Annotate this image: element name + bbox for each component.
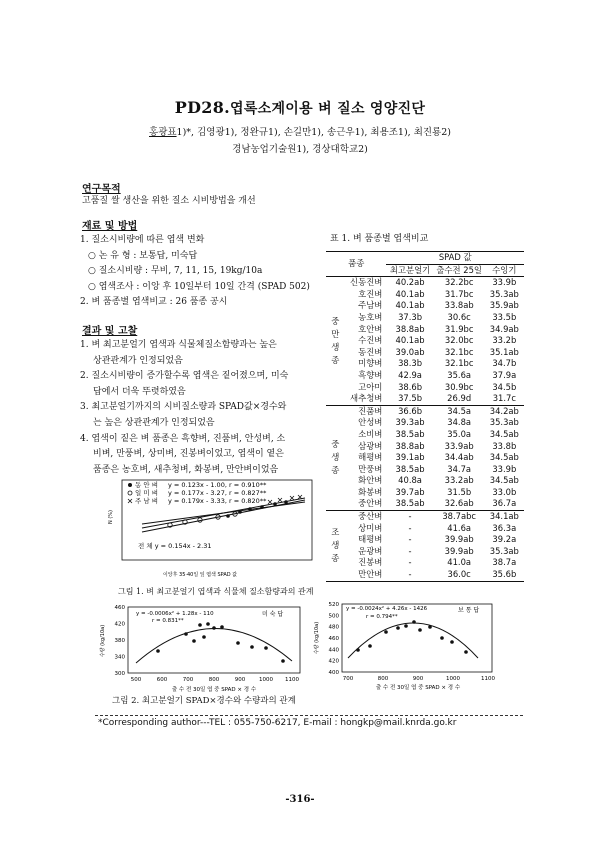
- spad-value: -: [408, 557, 412, 568]
- spad-value: 33.0b: [492, 486, 517, 497]
- fig1-point: [260, 505, 264, 509]
- result-item-4: [80, 432, 325, 479]
- spad-value: 33.9b: [492, 277, 517, 288]
- tick-label: 600: [156, 677, 168, 683]
- first-author: 홍광표: [149, 127, 177, 138]
- purpose-heading: 연구목적: [82, 184, 121, 195]
- spad-value: 38.3b: [398, 358, 423, 369]
- tick-label: 420: [114, 621, 125, 628]
- fig1-line-3: [142, 502, 305, 524]
- maturity-group: 조생종: [331, 527, 340, 564]
- fig1-legend-3-eq: y = 0.179x - 3.33, r = 0.820**: [168, 497, 267, 505]
- variety-name: 동진벼: [358, 346, 383, 357]
- variety-name: 화안벼: [358, 475, 383, 486]
- table-row: [326, 382, 524, 394]
- table-row: [326, 312, 524, 324]
- spad-value: 38.8ab: [395, 440, 425, 451]
- spad-value: 38.5ab: [395, 428, 425, 439]
- tick-label: 340: [114, 654, 125, 661]
- tick-label: 1000: [446, 676, 460, 682]
- variety-name: 미향벼: [358, 358, 383, 369]
- spad-value: 31.7c: [492, 393, 516, 404]
- fig1-legend-marker-2: [128, 491, 132, 495]
- spad-value: 38.6b: [398, 381, 423, 392]
- spad-value: 38.5ab: [395, 498, 425, 509]
- result-line: 는 높은 상관관계가 인정되었음: [93, 417, 215, 428]
- fig2l-eq: y = -0.0006x² + 1.28x - 110: [136, 611, 214, 617]
- header-25days: 출수전 25일: [436, 264, 482, 275]
- methods-item: ○ 질소시비량 : 무비, 7, 11, 15, 19kg/10a: [88, 266, 263, 277]
- fig1-point: [298, 495, 302, 499]
- spad-value: 35.0a: [447, 428, 472, 439]
- variety-name: 진품벼: [358, 405, 383, 416]
- corresponding-author: *Corresponding author---TEL : 055-750-6217, E-mail : hongkp@mail.knrda.go.kr: [98, 718, 457, 728]
- spad-value: 34.9ab: [489, 323, 519, 334]
- table-row: [326, 475, 524, 487]
- result-line: 2. 질소시비량이 증가할수록 엽색은 짙어졌으며, 미숙: [80, 371, 289, 382]
- variety-name: 운광벼: [358, 545, 383, 556]
- table-row: [326, 324, 524, 336]
- spad-value: 36.0c: [447, 569, 471, 580]
- table-row: [326, 370, 524, 382]
- header-max-tiller: 최고분얼기: [389, 264, 431, 275]
- fig1-point: [278, 498, 282, 502]
- table-1-caption: 표 1. 벼 품종별 엽색비교: [330, 234, 429, 244]
- spad-value: 32.1bc: [444, 346, 474, 357]
- table-row: [326, 417, 524, 429]
- result-item-2: [80, 369, 325, 400]
- fig1-legend-2-eq: y = 0.177x - 3.27, r = 0.827**: [168, 489, 267, 497]
- tick-label: 380: [114, 638, 125, 644]
- tick-label: 420: [328, 658, 339, 665]
- fig1-legend-1: 동 안 벼: [135, 481, 158, 489]
- fig2l-label: 미 숙 답: [262, 611, 284, 618]
- fig2r-r: r = 0.794**: [366, 614, 398, 620]
- figure-1-chart: [100, 476, 318, 582]
- tick-label: 900: [412, 676, 424, 682]
- tick-label: 460: [114, 605, 125, 611]
- fig2l-ylabel: 수량 (kg/10a): [100, 624, 106, 658]
- variety-name: 호진벼: [358, 288, 383, 299]
- spad-value: 41.6a: [447, 522, 472, 533]
- spad-value: -: [408, 534, 412, 545]
- result-line: 품종은 농호벼, 새추청벼, 화봉벼, 만안벼이었음: [93, 464, 279, 475]
- spad-value: 35.6b: [492, 569, 517, 580]
- result-line: 비벼, 만풍벼, 상미벼, 진봉벼이었고, 엽색이 옅은: [93, 449, 284, 460]
- spad-value: 39.0ab: [395, 346, 425, 357]
- fig1-legend-1-eq: y = 0.123x - 1.00, r = 0.910**: [168, 481, 267, 489]
- fig1-point: [273, 502, 277, 506]
- tick-label: 500: [130, 677, 142, 683]
- table-row: [326, 358, 524, 370]
- fig1-point: [226, 514, 230, 518]
- spad-value: 39.9ab: [444, 534, 474, 545]
- header-spad: SPAD 값: [386, 252, 524, 265]
- spad-value: 36.7a: [492, 498, 517, 509]
- abstract-code: PD28.: [174, 98, 230, 117]
- fig2r-eq: y = -0.0024x² + 4.26x - 1426: [346, 606, 428, 612]
- table-row: [326, 557, 524, 569]
- maturity-group: 중생종: [331, 439, 340, 476]
- tick-label: 900: [234, 677, 246, 683]
- maturity-group: 중만 생종: [331, 315, 340, 365]
- result-line: 1. 벼 최고분얼기 엽색과 식물체질소함량과는 높은: [80, 340, 277, 350]
- spad-value: 33.2ab: [444, 475, 474, 486]
- result-line: 상관관계가 인정되었음: [93, 355, 183, 366]
- fig1-legend-marker-1: [128, 483, 132, 487]
- table-row: [326, 405, 524, 417]
- fig1-point: [268, 500, 272, 504]
- spad-value: 39.7ab: [395, 486, 425, 497]
- fig1-xlabel: 이앙후 35·40일 잎 엽색 SPAD 값: [162, 572, 238, 578]
- spad-value: 36.3a: [492, 522, 517, 533]
- spad-value: 37.5b: [398, 393, 423, 404]
- affiliations: 경남농업기술원1), 경상대학교2): [232, 144, 368, 155]
- spad-value: 33.5b: [492, 311, 517, 322]
- result-line: 3. 최고분얼기까지의 시비질소량과 SPAD값×경수와: [80, 402, 287, 413]
- variety-spad-table: [326, 251, 524, 582]
- result-item-1: [80, 338, 325, 369]
- spad-value: 32.0bc: [444, 335, 474, 346]
- tick-label: 1100: [285, 677, 299, 683]
- spad-value: 33.9ab: [444, 440, 474, 451]
- spad-value: 35.1ab: [489, 346, 519, 357]
- table-row: [326, 546, 524, 558]
- spad-value: 34.1ab: [489, 511, 519, 522]
- variety-name: 화봉벼: [358, 486, 383, 497]
- spad-value: 34.5a: [447, 405, 472, 416]
- spad-value: 33.2b: [492, 335, 517, 346]
- spad-value: 39.3ab: [395, 417, 425, 428]
- table-1: [326, 251, 524, 582]
- tick-label: 800: [377, 676, 389, 682]
- spad-value: 34.4ab: [444, 452, 474, 463]
- tick-label: 1100: [481, 676, 495, 682]
- results-list: [80, 338, 325, 478]
- fig2r-frame: [342, 604, 492, 672]
- table-row: [326, 335, 524, 347]
- fig1-point: [284, 500, 288, 504]
- variety-name: 중안벼: [358, 498, 383, 509]
- spad-value: 38.8ab: [395, 323, 425, 334]
- table-row: [326, 498, 524, 510]
- variety-name: 농호벼: [358, 311, 383, 322]
- spad-value: 30.6c: [447, 311, 471, 322]
- header-booting: 수잉기: [492, 264, 517, 275]
- spad-value: 38.7abc: [442, 511, 477, 522]
- result-item-3: [80, 400, 325, 431]
- tick-label: 300: [114, 671, 125, 677]
- spad-value: 40.8a: [398, 475, 422, 486]
- fig2l-xlabel: 출 수 전 30일 엽 중 SPAD × 경 수: [171, 687, 257, 693]
- spad-value: 31.9bc: [444, 323, 474, 334]
- fig1-legend-marker-3: [128, 499, 132, 503]
- variety-name: 태평벼: [358, 534, 383, 545]
- spad-value: 34.5ab: [489, 428, 519, 439]
- result-line: 답에서 더욱 뚜렷하였음: [93, 386, 186, 397]
- variety-name: 해평벼: [358, 452, 383, 463]
- spad-value: 36.6b: [398, 405, 423, 416]
- title-text: 엽록소계이용 벼 질소 영양진단: [230, 101, 426, 117]
- spad-value: 38.7a: [492, 557, 517, 568]
- results-heading: 결과 및 고찰: [82, 326, 138, 337]
- spad-value: -: [408, 545, 412, 556]
- spad-value: 34.7a: [447, 463, 472, 474]
- spad-value: 37.3b: [398, 311, 423, 322]
- spad-value: 37.9a: [492, 369, 517, 380]
- spad-value: 40.1ab: [395, 300, 425, 311]
- table-row: [326, 300, 524, 312]
- table-row: [326, 347, 524, 359]
- tick-label: 520: [328, 602, 339, 608]
- spad-value: -: [408, 569, 412, 580]
- author-line-1: [0, 124, 600, 141]
- methods-item: 2. 벼 품종별 엽색비교 : 26 품종 공시: [80, 297, 228, 308]
- table-row: [326, 277, 524, 289]
- fig1-ylabel: N (%): [108, 510, 114, 524]
- table-row: [326, 464, 524, 476]
- variety-name: 만안벼: [358, 569, 383, 580]
- figure-1-caption: 그림 1. 벼 최고분얼기 엽색과 식물체 질소함량과의 관계: [118, 587, 314, 596]
- spad-value: 42.9a: [398, 369, 422, 380]
- fig1-point: [290, 496, 294, 500]
- spad-value: 34.7b: [492, 358, 517, 369]
- fig2r-xlabel: 출 수 전 30일 엽 중 SPAD × 경 수: [375, 685, 461, 690]
- table-row: [326, 441, 524, 453]
- figure-2-caption: 그림 2. 최고분얼기 SPAD×경수와 수량과의 관계: [112, 696, 296, 706]
- methods-item: ○ 엽색조사 : 이앙 후 10일부터 10일 간격 (SPAD 502): [88, 281, 310, 292]
- spad-value: 26.9d: [447, 393, 472, 404]
- spad-value: 40.1ab: [395, 288, 425, 299]
- spad-value: 34.8a: [447, 417, 472, 428]
- variety-name: 신동진벼: [350, 277, 383, 288]
- spad-value: 31.7bc: [444, 288, 474, 299]
- tick-label: 1000: [259, 677, 273, 683]
- fig1-point: [248, 507, 252, 511]
- variety-name: 주남벼: [358, 300, 383, 311]
- spad-value: 40.2ab: [395, 277, 425, 288]
- spad-value: 34.2ab: [489, 405, 519, 416]
- fig2r-label: 보 통 답: [458, 607, 480, 614]
- spad-value: 32.2bc: [444, 277, 474, 288]
- spad-value: 35.3ab: [489, 288, 519, 299]
- methods-list: [80, 233, 320, 311]
- variety-name: 수진벼: [358, 335, 383, 346]
- spad-value: 39.2a: [492, 534, 517, 545]
- spad-value: 38.5ab: [395, 463, 425, 474]
- variety-name: 상미벼: [358, 522, 383, 533]
- spad-value: 39.9ab: [444, 545, 474, 556]
- table-row: [326, 511, 524, 523]
- fig1-point: [238, 510, 242, 514]
- spad-value: 34.5ab: [489, 452, 519, 463]
- spad-value: 39.1ab: [395, 452, 425, 463]
- figure-2-right-chart: [310, 598, 510, 690]
- methods-item: ○ 논 유 형 : 보통답, 미숙답: [88, 250, 198, 261]
- coauthors: 1)*, 김영광1), 정완규1), 손길만1), 송근우1), 최용조1), 최진룡2): [176, 127, 451, 138]
- table-row: [326, 487, 524, 499]
- tick-label: 480: [328, 624, 339, 631]
- spad-value: 34.5ab: [489, 475, 519, 486]
- spad-value: 32.1bc: [444, 358, 474, 369]
- spad-value: 33.8b: [492, 440, 517, 451]
- variety-name: 호안벼: [358, 323, 383, 334]
- table-row: [326, 523, 524, 535]
- table-row: [326, 569, 524, 581]
- fig1-overall-eq: 전 체 y = 0.154x - 2.31: [138, 542, 212, 550]
- spad-value: 35.3ab: [489, 545, 519, 556]
- variety-name: 삼광벼: [358, 440, 383, 451]
- variety-name: 고아미: [358, 381, 383, 392]
- tick-label: 500: [328, 613, 339, 620]
- spad-value: 41.0a: [447, 557, 472, 568]
- variety-name: 소비벼: [358, 428, 383, 439]
- paper-title: [0, 98, 600, 118]
- purpose-text: 고품질 쌀 생산을 위한 질소 시비방법을 개선: [82, 196, 256, 206]
- table-row: [326, 534, 524, 546]
- fig2r-curve: [348, 623, 478, 658]
- variety-name: 중산벼: [358, 511, 383, 522]
- table-row: [326, 429, 524, 441]
- spad-value: 33.9b: [492, 463, 517, 474]
- spad-value: 31.5b: [447, 486, 472, 497]
- tick-label: 700: [182, 677, 194, 683]
- author-block: [0, 124, 600, 158]
- variety-name: 만풍벼: [358, 463, 383, 474]
- spad-value: 35.6a: [447, 369, 472, 380]
- variety-name: 진봉벼: [358, 557, 383, 568]
- methods-item: 1. 질소시비량에 따른 엽색 변화: [80, 235, 205, 245]
- spad-value: 32.6ab: [444, 498, 474, 509]
- variety-name: 안성벼: [358, 417, 383, 428]
- table-row: [326, 452, 524, 464]
- fig2l-curve: [136, 628, 292, 663]
- variety-name: 새추청벼: [350, 393, 383, 404]
- tick-label: 800: [208, 677, 220, 683]
- tick-label: 700: [342, 676, 354, 682]
- spad-value: 40.1ab: [395, 335, 425, 346]
- spad-value: -: [408, 522, 412, 533]
- tick-label: 400: [328, 670, 339, 676]
- spad-value: 34.5b: [492, 381, 517, 392]
- fig2r-ylabel: 수량 (kg/10a): [314, 621, 320, 655]
- spad-value: -: [408, 511, 412, 522]
- spad-value: 35.3ab: [489, 417, 519, 428]
- spad-value: 30.9bc: [444, 381, 474, 392]
- table-row: [326, 289, 524, 301]
- tick-label: 440: [328, 647, 339, 654]
- footer-divider: [95, 715, 523, 716]
- result-line: 4. 엽색이 짙은 벼 품종은 흑향벼, 진품벼, 안성벼, 소: [80, 433, 286, 444]
- fig1-legend-2: 일 미 벼: [135, 489, 158, 497]
- spad-value: 33.8ab: [444, 300, 474, 311]
- table-row: [326, 393, 524, 405]
- methods-heading: 재료 및 방법: [82, 221, 138, 232]
- fig2l-r: r = 0.831**: [152, 618, 184, 624]
- fig1-legend-3: 주 남 벼: [135, 497, 158, 505]
- header-variety: 품종: [326, 252, 386, 277]
- spad-value: 35.9ab: [489, 300, 519, 311]
- tick-label: 460: [328, 636, 339, 642]
- variety-name: 흑향벼: [358, 369, 383, 380]
- page-number: -316-: [285, 794, 315, 805]
- figure-2-left-chart: [96, 601, 306, 693]
